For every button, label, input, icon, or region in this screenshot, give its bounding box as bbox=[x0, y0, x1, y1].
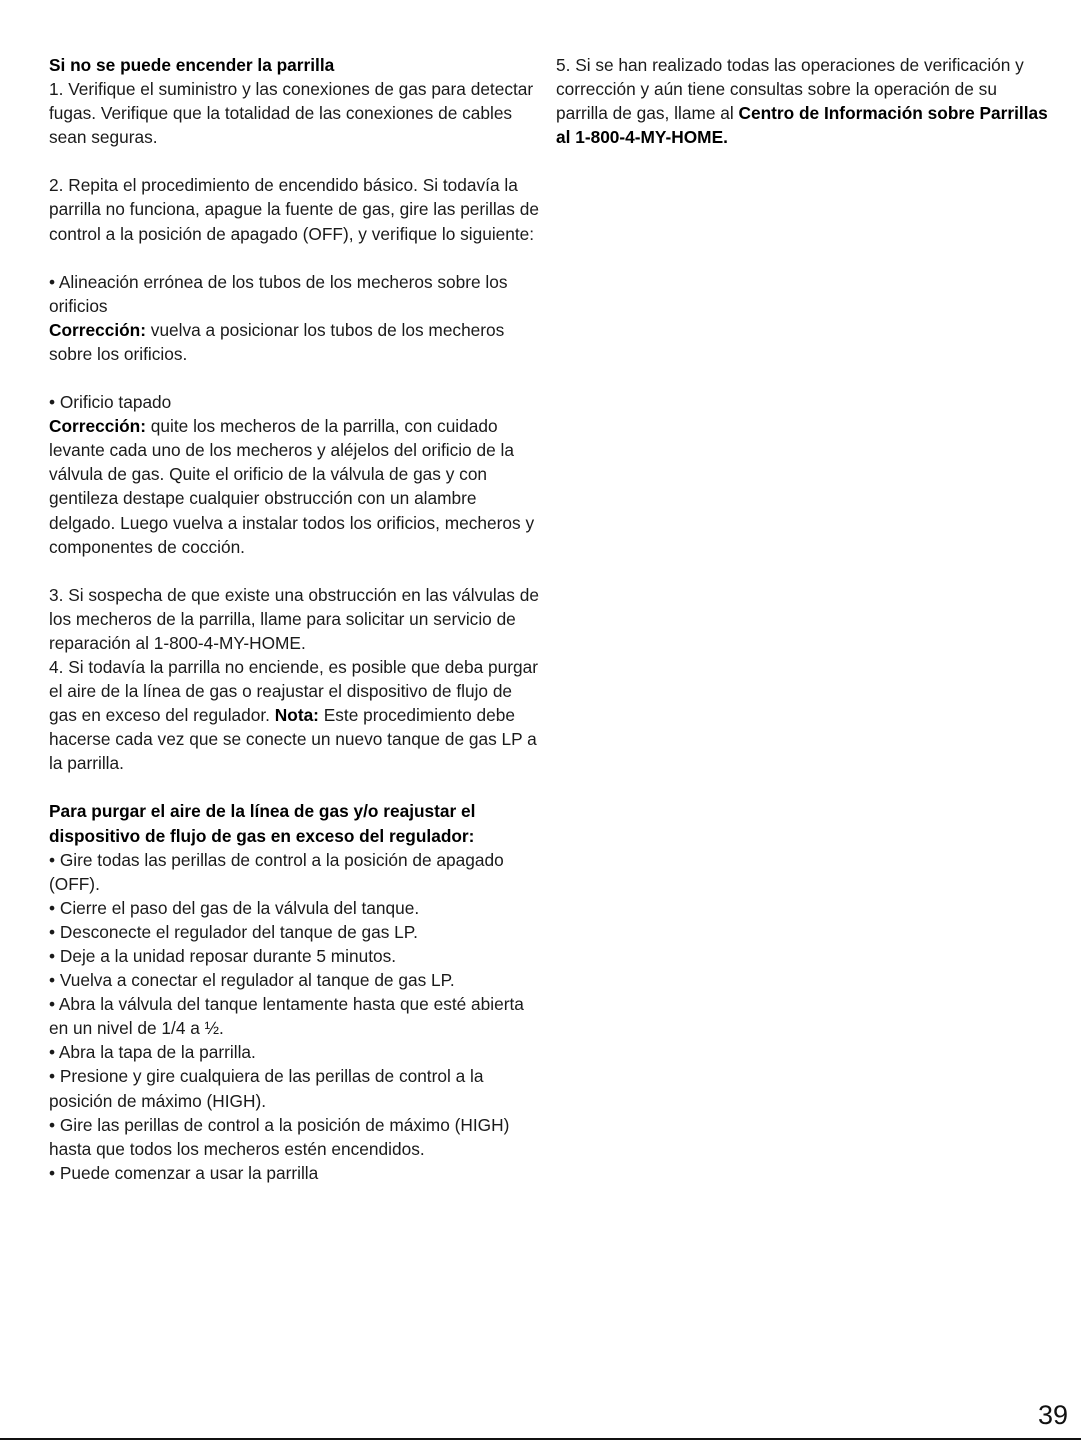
right-column bbox=[556, 53, 1048, 149]
issue-1-correction bbox=[49, 318, 539, 366]
purge-heading: Para purgar el aire de la línea de gas y/o reajustar el dispositivo de flujo de gas en exceso del regulador: bbox=[49, 801, 476, 846]
step-1: 1. Verifique el suministro y las conexiones de gas para detectar fugas. Verifique que la totalidad de las conexiones de cables sean seguras. bbox=[49, 79, 534, 148]
purge-steps-list bbox=[49, 848, 539, 1185]
list-item: • Gire las perillas de control a la posición de máximo (HIGH) hasta que todos los mecheros estén encendidos. bbox=[49, 1114, 510, 1159]
page-number: 39 bbox=[1037, 1400, 1068, 1430]
list-item: • Deje a la unidad reposar durante 5 minutos. bbox=[49, 946, 397, 966]
correction-label: Corrección: bbox=[49, 319, 146, 340]
list-item: • Cierre el paso del gas de la válvula del tanque. bbox=[49, 897, 420, 918]
note-text: Este procedimiento debe hacerse cada vez que se conecte un nuevo tanque de gas LP a la parrilla. bbox=[49, 705, 537, 774]
list-item: • Vuelva a conectar el regulador al tanque de gas LP. bbox=[49, 970, 455, 991]
correction-label: Corrección: bbox=[49, 416, 146, 437]
issue-2-bullet: • Orificio tapado bbox=[49, 392, 172, 413]
step-3: 3. Si sospecha de que existe una obstrucción en las válvulas de los mecheros de la parrilla, llame para solicitar un servicio de reparación al 1-800-4-MY-HOME. bbox=[49, 584, 539, 653]
list-item: • Presione y gire cualquiera de las perillas de control a la posición de máximo (HIGH). bbox=[49, 1066, 484, 1111]
list-item: • Puede comenzar a usar la parrilla bbox=[49, 1162, 319, 1183]
left-column bbox=[49, 53, 539, 1185]
section-heading: Si no se puede encender la parrilla bbox=[49, 55, 335, 75]
grill-info-center-phone: Centro de Información sobre Parrillas al 1-800-4-MY-HOME. bbox=[556, 103, 1048, 148]
step-4 bbox=[49, 655, 539, 775]
step-2: 2. Repita el procedimiento de encendido básico. Si todavía la parrilla no funciona, apague la fuente de gas, gire las perillas de control a la posición de apagado (OFF), y verifique lo siguiente: bbox=[49, 175, 539, 244]
step-5 bbox=[556, 53, 1048, 149]
note-label: Nota: bbox=[274, 705, 319, 726]
list-item: • Desconecte el regulador del tanque de gas LP. bbox=[49, 921, 418, 942]
step-4-text: 4. Si todavía la parrilla no enciende, es posible que deba purgar el aire de la línea de gas o reajustar el dispositivo de flujo de gas en exceso del regulador. bbox=[49, 656, 539, 726]
list-item: • Abra la tapa de la parrilla. bbox=[49, 1042, 256, 1063]
issue-1-bullet: • Alineación errónea de los tubos de los mecheros sobre los orificios bbox=[49, 271, 508, 316]
bottom-rule bbox=[0, 1438, 1081, 1440]
correction-text: vuelva a posicionar los tubos de los mecheros sobre los orificios. bbox=[49, 319, 505, 364]
correction-text: quite los mecheros de la parrilla, con cuidado levante cada uno de los mecheros y aléjelos del orificio de la válvula de gas. Quite el orificio de la válvula de gas y con gentileza destape cualquier obstrucción con un alambre delgado. Luego vuelva a instalar todos los orificios, mecheros y componentes de cocción. bbox=[49, 416, 535, 557]
list-item: • Gire todas las perillas de control a la posición de apagado (OFF). bbox=[49, 849, 504, 894]
issue-2-correction bbox=[49, 414, 539, 559]
list-item: • Abra la válvula del tanque lentamente hasta que esté abierta en un nivel de 1/4 a ½. bbox=[49, 994, 524, 1039]
step-5-text: 5. Si se han realizado todas las operaciones de verificación y corrección y aún tiene consultas sobre la operación de su parrilla de gas, llame al bbox=[556, 55, 1024, 124]
